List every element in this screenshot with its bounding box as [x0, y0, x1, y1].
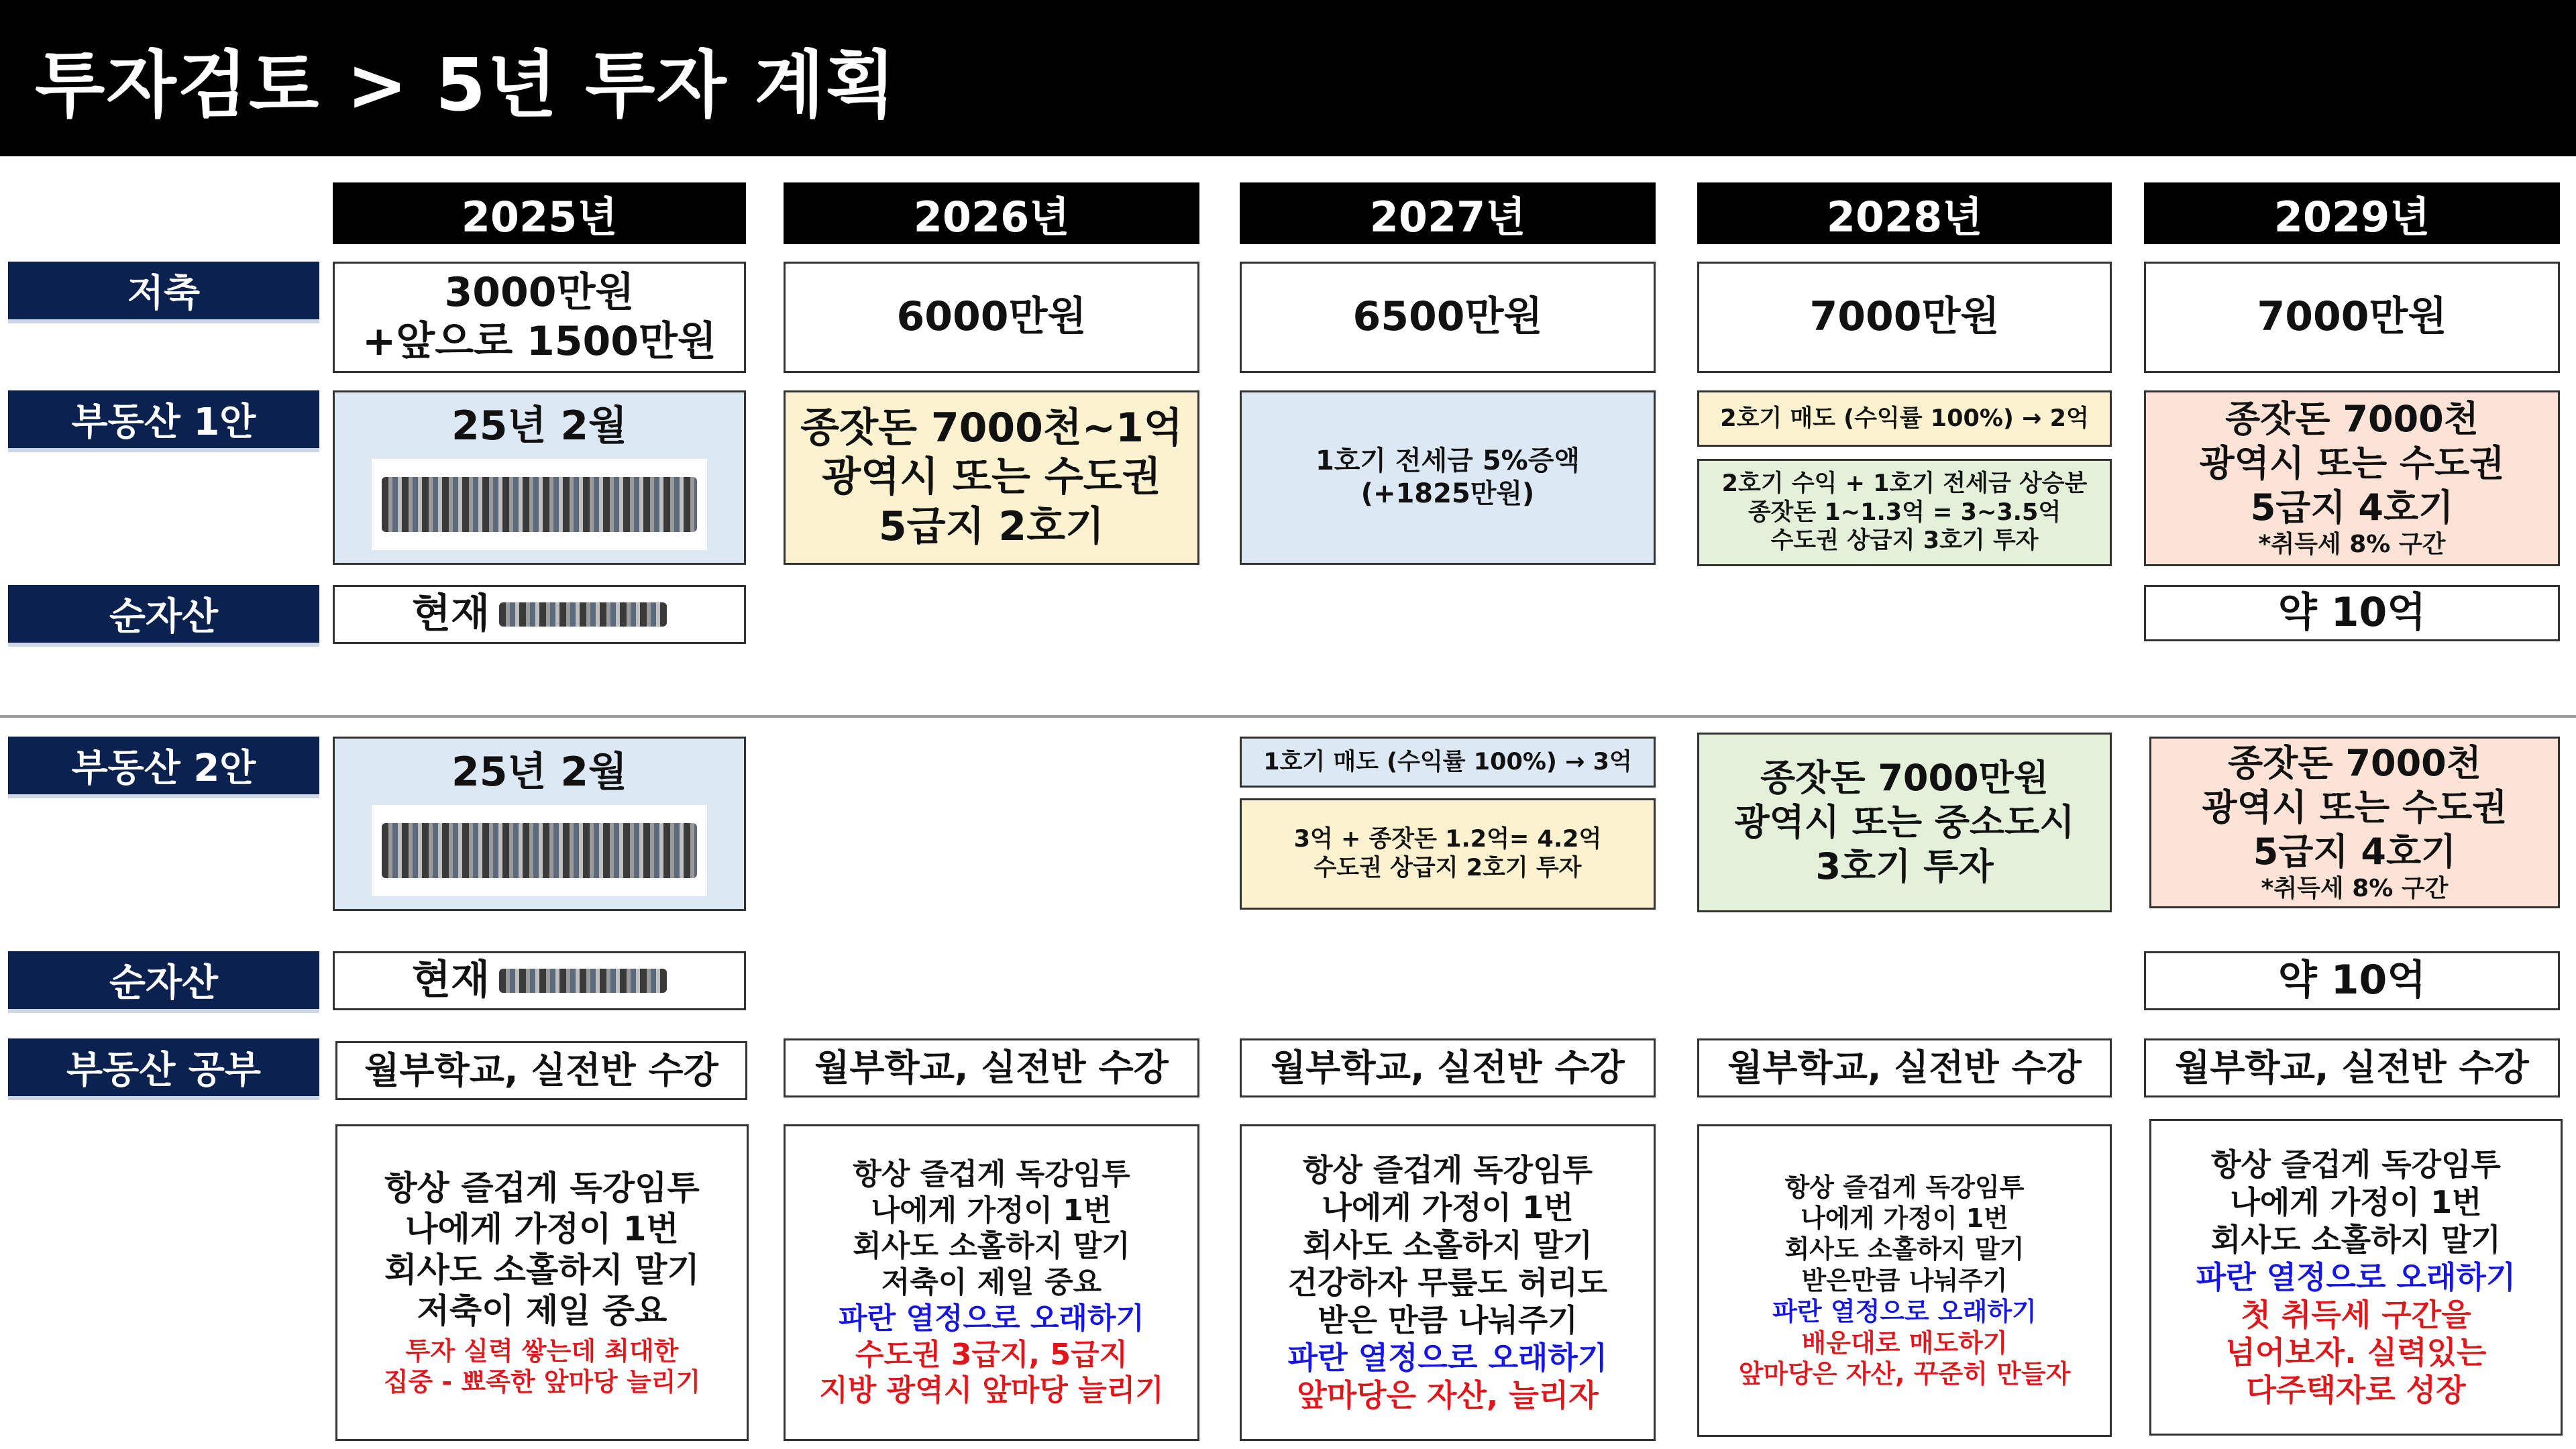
plan1-2026-line3: 5급지 2호기 [878, 502, 1105, 550]
plan2-2028-line1: 종잣돈 7000만원 [1760, 757, 2049, 800]
plan2-2029-line2: 광역시 또는 수도권 [2202, 786, 2508, 829]
plan1-2028-line3: 수도권 상급지 3호기 투자 [1770, 527, 2039, 555]
redacted-image [382, 823, 697, 878]
savings-2027 [1240, 262, 1656, 373]
motto-line: 회사도 소홀하지 말기 [2211, 1221, 2501, 1258]
motto-line: 회사도 소홀하지 말기 [1303, 1226, 1593, 1263]
motto-line: 회사도 소홀하지 말기 [853, 1229, 1130, 1264]
label-net-assets-1: 순자산 [8, 585, 319, 647]
motto-2028 [1697, 1124, 2112, 1437]
plan1-2028-sale-text: 2호기 매도 (수익률 100%) → 2억 [1720, 405, 2089, 432]
year-2025: 2025년 [333, 182, 746, 244]
motto-2027 [1240, 1124, 1656, 1441]
motto-line-red: 배운대로 매도하기 [1801, 1328, 2008, 1358]
savings-2025-line2: +앞으로 1500만원 [362, 318, 716, 365]
savings-2025 [333, 262, 746, 373]
net2-2029 [2144, 951, 2560, 1010]
plan2-2025-title: 25년 2월 [451, 749, 628, 796]
plan1-2028-line1: 2호기 수익 + 1호기 전세금 상승분 [1721, 470, 2088, 497]
plan2-2027-line1: 3억 + 종잣돈 1.2억= 4.2억 [1293, 826, 1602, 853]
savings-2026 [784, 262, 1199, 373]
savings-2026-value: 6000만원 [896, 293, 1087, 341]
label-savings: 저축 [8, 262, 319, 323]
motto-line-red: 다주택자로 성장 [2246, 1372, 2466, 1409]
net2-2025 [333, 951, 746, 1010]
motto-line: 받은만큼 나눠주기 [1801, 1265, 2008, 1295]
study-2025 [335, 1041, 747, 1100]
motto-line-red: 앞마당은 자산, 늘리자 [1297, 1377, 1599, 1414]
study-2026 [784, 1038, 1199, 1097]
study-2028-text: 월부학교, 실전반 수강 [1727, 1046, 2082, 1089]
net2-2029-value: 약 10억 [2277, 957, 2426, 1004]
redacted-value [499, 969, 667, 993]
motto-line: 회사도 소홀하지 말기 [384, 1250, 700, 1289]
motto-line-red: 수도권 3급지, 5급지 [855, 1337, 1128, 1372]
study-2026-text: 월부학교, 실전반 수강 [814, 1046, 1169, 1089]
motto-line-red: 투자 실력 쌓는데 최대한 [405, 1336, 679, 1366]
motto-line-red: 집중 - 뾰족한 앞마당 늘리기 [383, 1367, 701, 1397]
plan2-2029-note: *취득세 8% 구간 [2261, 874, 2449, 902]
plan2-2027-sale-text: 1호기 매도 (수익률 100%) → 3억 [1263, 748, 1632, 775]
savings-2027-value: 6500만원 [1352, 293, 1543, 341]
plan1-2027-line1: 1호기 전세금 5%증액 [1315, 445, 1580, 477]
motto-line-blue: 파란 열정으로 오래하기 [1287, 1340, 1608, 1377]
motto-line: 회사도 소홀하지 말기 [1784, 1234, 2025, 1265]
savings-2025-line1: 3000만원 [444, 268, 635, 316]
motto-line: 항상 즐겁게 독강임투 [384, 1168, 700, 1208]
motto-line-red: 넘어보자. 실력있는 [2225, 1334, 2487, 1371]
motto-line: 나에게 가정이 1번 [405, 1209, 679, 1248]
motto-line: 나에게 가정이 1번 [1801, 1203, 2008, 1234]
plan1-2026-line1: 종잣돈 7000천~1억 [800, 405, 1183, 452]
label-realestate-study: 부동산 공부 [8, 1038, 319, 1100]
plan1-2026 [784, 390, 1199, 565]
motto-line: 항상 즐겁게 독강임투 [2211, 1146, 2501, 1183]
redacted-value [499, 602, 667, 627]
plan2-2028 [1697, 733, 2112, 912]
motto-line: 항상 즐겁게 독강임투 [853, 1157, 1130, 1192]
net1-2029 [2144, 585, 2560, 641]
label-realestate-plan2: 부동산 2안 [8, 737, 319, 798]
net1-2025 [333, 585, 746, 644]
motto-2029 [2149, 1119, 2563, 1436]
study-2029 [2144, 1038, 2560, 1097]
page-title: 투자검토 > 5년 투자 계획 [35, 44, 897, 127]
savings-2028 [1697, 262, 2112, 373]
plan2-2028-line2: 광역시 또는 중소도시 [1734, 801, 2075, 844]
study-2027-text: 월부학교, 실전반 수강 [1271, 1046, 1625, 1089]
motto-2025 [335, 1124, 749, 1441]
motto-line-blue: 파란 열정으로 오래하기 [1772, 1297, 2037, 1327]
study-2027 [1240, 1038, 1656, 1097]
label-realestate-plan1: 부동산 1안 [8, 390, 319, 452]
section-divider [0, 715, 2576, 718]
plan1-2029-line2: 광역시 또는 수도권 [2199, 442, 2505, 485]
motto-line-red: 지방 광역시 앞마당 늘리기 [819, 1373, 1164, 1408]
motto-line-blue: 파란 열정으로 오래하기 [839, 1301, 1144, 1336]
savings-2029-value: 7000만원 [2257, 293, 2447, 341]
plan2-2025 [333, 737, 746, 911]
label-net-assets-2: 순자산 [8, 951, 319, 1013]
net2-2025-prefix: 현재 [412, 957, 490, 1004]
motto-line: 항상 즐겁게 독강임투 [1784, 1172, 2025, 1202]
savings-2028-value: 7000만원 [1809, 293, 2000, 341]
plan2-2027-invest [1240, 798, 1656, 910]
plan1-2028-invest [1697, 459, 2112, 566]
redacted-image-panel [372, 805, 707, 896]
net1-2029-value: 약 10억 [2277, 589, 2426, 637]
study-2025-text: 월부학교, 실전반 수강 [364, 1049, 718, 1092]
plan1-2029-line1: 종잣돈 7000천 [2225, 398, 2479, 441]
plan1-2029 [2144, 390, 2560, 566]
savings-2029 [2144, 262, 2560, 373]
plan2-2029-line3: 5급지 4호기 [2253, 830, 2457, 873]
year-2028: 2028년 [1697, 182, 2112, 244]
plan1-2027-line2: (+1825만원) [1360, 478, 1535, 509]
motto-line: 건강하자 무릎도 허리도 [1287, 1264, 1608, 1301]
net1-2025-prefix: 현재 [412, 590, 490, 638]
year-2026: 2026년 [784, 182, 1199, 244]
plan1-2025 [333, 390, 746, 565]
motto-line-blue: 파란 열정으로 오래하기 [2196, 1258, 2516, 1295]
motto-line: 저축이 제일 중요 [417, 1291, 667, 1330]
plan1-2028-sale [1697, 390, 2112, 447]
plan1-2029-note: *취득세 8% 구간 [2258, 530, 2446, 558]
year-2027: 2027년 [1240, 182, 1656, 244]
plan1-2029-line3: 5급지 4호기 [2250, 486, 2454, 529]
redacted-image [382, 477, 697, 532]
plan1-2028-line2: 종잣돈 1~1.3억 = 3~3.5억 [1748, 498, 2061, 526]
study-2028 [1697, 1038, 2112, 1097]
motto-line: 저축이 제일 중요 [881, 1265, 1102, 1300]
motto-line: 나에게 가정이 1번 [1322, 1189, 1574, 1226]
plan1-2025-title: 25년 2월 [451, 402, 628, 449]
year-2029: 2029년 [2144, 182, 2560, 244]
plan1-2026-line2: 광역시 또는 수도권 [822, 453, 1161, 501]
motto-line: 항상 즐겁게 독강임투 [1303, 1151, 1593, 1188]
motto-line: 나에게 가정이 1번 [2230, 1183, 2482, 1220]
plan2-2029-line1: 종잣돈 7000천 [2228, 742, 2481, 785]
plan2-2028-line3: 3호기 투자 [1815, 845, 1994, 888]
motto-2026 [784, 1124, 1199, 1441]
motto-line-red: 앞마당은 자산, 꾸준히 만들자 [1738, 1358, 2071, 1389]
motto-line-red: 첫 취득세 구간을 [2241, 1297, 2471, 1334]
motto-line: 나에게 가정이 1번 [871, 1193, 1112, 1228]
redacted-image-panel [372, 459, 707, 550]
plan2-2027-line2: 수도권 상급지 2호기 투자 [1313, 855, 1582, 881]
plan2-2027-sale [1240, 737, 1656, 788]
motto-line: 받은 만큼 나눠주기 [1318, 1302, 1578, 1339]
plan1-2027 [1240, 390, 1656, 565]
plan2-2029 [2149, 737, 2560, 908]
study-2029-text: 월부학교, 실전반 수강 [2175, 1046, 2529, 1089]
